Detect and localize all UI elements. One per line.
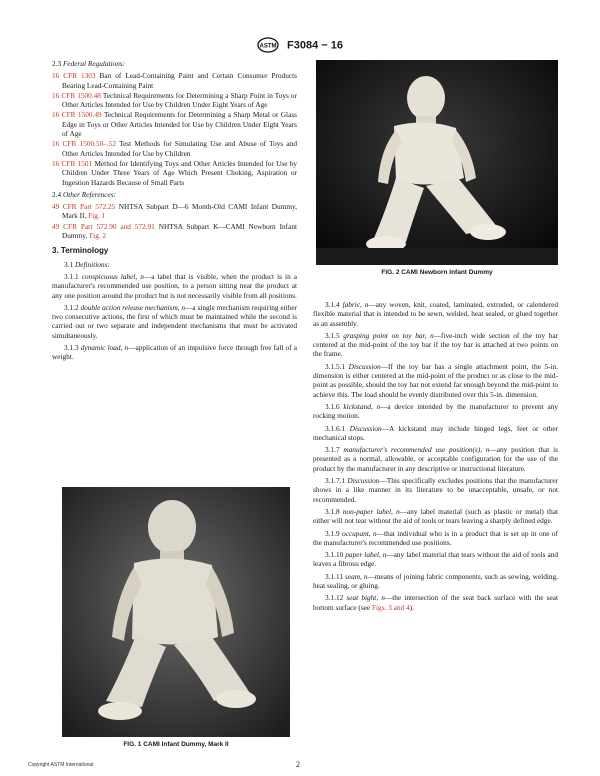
term-name: grasping point on toy bar, n — [343, 330, 434, 340]
federal-ref-text: Method for Identifying Toys and Other Articles Intended for Use by Children Under Three Years of Age Which Present Choking, Aspiration or Ingestion Hazards Because of Small Parts — [62, 158, 297, 187]
term-text: —A kickstand may include hinged legs, feet or other mechanical stops. — [313, 423, 558, 442]
term-number: 3.1.4 — [325, 300, 340, 309]
term-definition — [313, 300, 558, 328]
federal-ref-item — [52, 71, 297, 90]
term-name: paper label, n — [345, 550, 387, 560]
term-text: —a label that is visible, when the product is in a manufacturer's recommended use position, to a person sitting near the product at any one position around the product but is not necessarily visible from all positions. — [52, 271, 298, 300]
term-definition — [313, 550, 558, 569]
astm-logo-icon — [257, 37, 279, 53]
term-text: —that individual who is in a product that is set up in one of the manufacturer's recommended use positions. — [313, 528, 559, 547]
term-name: conspicuous label, n — [81, 271, 144, 281]
term-definition — [313, 331, 558, 359]
term-text: —a device intended by the manufacturer to prevent any rocking motion. — [313, 401, 558, 421]
term-definition — [313, 362, 558, 399]
term-number: 3.1.8 — [325, 506, 340, 516]
federal-ref-link[interactable]: 16 CFR 1501 — [52, 158, 93, 168]
right-column — [313, 300, 558, 615]
infant-dummy-image — [62, 487, 290, 737]
other-ref-link[interactable]: 49 CFR Part 572.25 — [52, 202, 116, 212]
term-number: 3.1.3 — [64, 343, 79, 353]
term-number: 3.1.10 — [325, 550, 344, 560]
federal-ref-item — [52, 139, 297, 158]
term-definition — [313, 402, 558, 421]
federal-ref-item — [52, 91, 297, 110]
term-number: 3.1.11 — [325, 571, 343, 581]
other-refs-list — [52, 202, 297, 240]
term-seat-bight: 3.1.12 seat bight, n—the intersection of the seat back surface with the seat bottom surface (see Figs. 3 and 4). — [313, 593, 558, 612]
term-number: 3.1.5 — [325, 330, 340, 340]
federal-ref-text: Test Methods for Simulating Use and Abuse of Toys and Other Articles Intended for Use by Children — [62, 139, 297, 158]
term-text: —application of an impulsive force through free fall of a weight. — [52, 343, 297, 362]
figure-link[interactable]: Fig. 1 — [88, 211, 106, 221]
federal-ref-text: Technical Requirements for Determining a Sharp Point in Toys or Other Articles Intended for Use by Children Under Eight Years of Age — [62, 90, 297, 110]
other-ref-item — [52, 222, 297, 241]
term-definition — [52, 303, 297, 340]
term-name: fabric, n — [342, 300, 369, 309]
term-name: Discussion — [349, 423, 382, 433]
other-ref-item — [52, 202, 297, 221]
copyright-notice: Copyright ASTM International — [28, 762, 94, 768]
term-name: non-paper label, n — [342, 506, 400, 516]
section-title: 3. Terminology — [52, 246, 109, 256]
federal-regulations-heading: 2.3 Federal Regulations: — [52, 59, 126, 68]
term-name: seam, n — [345, 571, 368, 581]
term-text: —If the toy bar has a single attachment point, the 5-in. dimension is either centered at the mid-point of the product or as close to the mid-point as possible, should the toy bar not extend far enough beyond the mid-point to achieve this. The load should be evenly distributed over this 5-in. dimension. — [313, 361, 558, 399]
figure-link[interactable]: Fig. 2 — [89, 231, 107, 241]
term-name: occupant, n — [342, 528, 377, 538]
term-name: Discussion — [347, 476, 380, 486]
term-text: —five-inch wide section of the toy bar centered at the mid-point of the toy bar if the toy bar is attached at two points on the frame. — [313, 330, 558, 359]
term-text: —any label material that tears without the aid of tools and leaves a fibrous edge. — [313, 550, 558, 569]
federal-ref-item — [52, 110, 297, 138]
federal-ref-link[interactable]: 16 CFR 1303 — [52, 71, 96, 81]
term-number: 3.1.7 — [325, 445, 340, 455]
document-code: F3084 − 16 — [287, 39, 343, 52]
federal-ref-text: Technical Requirements for Determining a Sharp Metal or Glass Edge in Toys or Other Articles Intended for Use by Children Under Eight Years of Age — [62, 110, 298, 139]
federal-ref-link[interactable]: 16 CFR 1500.49 — [52, 110, 102, 120]
term-text: —a single mechanism requiring either two consecutive actions, the first of which must be maintained while the second is carried out or two separate and independent mechanisms that must be activated simultaneously. — [52, 302, 298, 340]
term-name: Discussion — [348, 361, 381, 371]
term-text: —any woven, knit, coated, laminated, extruded, or calendered flexible material that is intended to be sewn, welded, heat sealed, or glued together as an assembly. — [313, 300, 558, 328]
term-name: manufacturer's recommended use position(s), n — [343, 445, 490, 455]
term-text: —any position that is presented as a normal, allowable, or acceptable configuration for the use of the product by the manufacturer in any descriptive or instructional literature. — [313, 445, 558, 473]
figs-3-4-link[interactable]: Figs. 3 and 4 — [371, 602, 410, 612]
figure-1-photo — [62, 487, 290, 737]
other-references-heading: 2.4 Other References: — [52, 189, 116, 199]
page-number: 2 — [296, 760, 300, 769]
other-ref-text: NHTSA Subpart D—6 Month-Old CAMI Infant Dummy, Mark II, — [62, 202, 297, 221]
term-definition — [313, 572, 558, 591]
newborn-dummy-image — [316, 60, 558, 265]
term-name: double action release mechanism, n — [80, 302, 186, 312]
definitions-heading: 3.1 Definitions: — [64, 259, 110, 269]
right-terms-list — [313, 300, 558, 590]
term-number: 3.1.1 — [64, 271, 79, 281]
federal-ref-text: Ban of Lead-Containing Paint and Certain Consumer Products Bearing Lead-Containing Paint — [62, 71, 297, 90]
term-definition — [313, 476, 558, 504]
terms-list — [52, 272, 297, 362]
term-definition — [52, 272, 297, 300]
page-header — [0, 36, 600, 54]
term-number: 3.1.6 — [325, 401, 340, 411]
left-column — [52, 59, 297, 365]
term-name: kickstand, n — [343, 401, 381, 411]
figure-1-caption: FIG. 1 CAMI Infant Dummy, Mark II — [123, 741, 229, 748]
term-number: 3.1.2 — [64, 302, 79, 312]
term-definition — [313, 424, 558, 443]
svg-text:ASTM: ASTM — [259, 43, 277, 50]
figure-2-photo — [316, 60, 558, 265]
term-definition — [52, 343, 297, 362]
federal-ref-link[interactable]: 16 CFR 1500.50–.52 — [52, 139, 117, 149]
term-text: —any label material (such as plastic or metal) that either will not tear without the aid of tools or tears leaving a sharply defined edge. — [313, 506, 558, 526]
term-text: —This specifically excludes positions that the manufacturer shows in a like manner in its literature to be unacceptable, unsafe, or not recommended. — [313, 476, 558, 504]
federal-refs-list — [52, 71, 297, 187]
term-number: 3.1.9 — [325, 528, 340, 538]
term-definition — [313, 445, 558, 473]
figure-2-caption: FIG. 2 CAMI Newborn Infant Dummy — [381, 269, 493, 276]
term-number: 3.1.5.1 — [325, 361, 346, 371]
federal-ref-item — [52, 159, 297, 187]
federal-ref-link[interactable]: 16 CFR 1500.48 — [52, 90, 101, 100]
term-definition — [313, 507, 558, 526]
other-ref-link[interactable]: 49 CFR Part 572.90 and 572.91 — [52, 221, 155, 231]
term-number: 3.1.6.1 — [325, 423, 346, 433]
term-name: dynamic load, n — [80, 343, 129, 353]
term-definition — [313, 529, 558, 548]
term-number: 3.1.7.1 — [325, 476, 346, 486]
term-text: —means of joining fabric components, such as sewing, welding, heat sealing, or gluing. — [313, 571, 558, 591]
other-ref-text: NHTSA Subpart K—CAMI Newborn Infant Dummy, — [62, 221, 297, 241]
